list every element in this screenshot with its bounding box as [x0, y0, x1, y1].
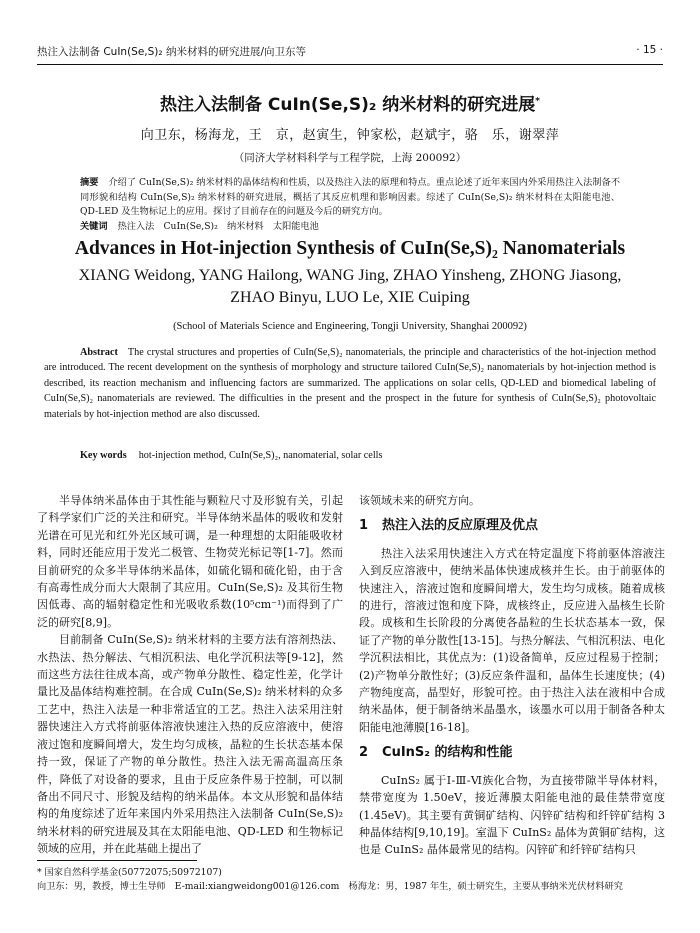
section-2-title: CuInS₂ 的结构和性能: [382, 745, 513, 761]
section-1-title: 热注入法的反应原理及优点: [382, 518, 539, 534]
footnote-rule: [37, 860, 197, 861]
title-en: Advances in Hot-injection Synthesis of CuIn(Se,S)₂ Nanomaterials: [74, 238, 626, 259]
body-paragraph: 热注入法采用快速注入方式在特定温度下将前驱体溶液注入到反应溶液中，使纳米晶体快速成核并生长。由于前驱体的快速注入，溶液过饱和度瞬间增大，发生均匀成核。随着成核的进行，溶液过饱和度下降，成核终止，反应进入晶核生长阶段。成核和生长阶段的分离使各晶粒的生长状态基本一致，保证了产物的单分散性[13-15]。与热分解法、气相沉积法、电化学沉积法相比，其优点为：(1)设备简单，反应过程易于控制；(2)产物单分散性好；(3)反应条件温和，晶体生长速度快；(4)产物纯度高，晶型好，形貌可控。由于热注入法在液相中合成纳米晶体，便于制备纳米晶墨水，该墨水可以用于制备各种太阳能电池薄膜[16-18]。: [359, 546, 665, 734]
authors-en: XIANG Weidong, YANG Hailong, WANG Jing, ZHAO Yinsheng, ZHONG Jiasong, ZHAO Binyu, LUO Le, XIE Cuiping: [78, 267, 622, 306]
page-number: · 15 ·: [636, 44, 663, 56]
body-paragraph: 半导体纳米晶体由于其性能与颗粒尺寸及形貌有关，引起了科学家们广泛的关注和研究。半导体纳米晶体的吸收和发射光谱在可见光和红外光区域可调，是一种理想的太阳能吸收材料，同时还能应用于发光二极管、生物荧光标记等[1-7]。然而目前研究的众多半导体纳米晶体，如硫化镉和硫化铅，由于含有高毒性成分而大大限制了其应用。CuIn(Se,S)₂ 及其衍生物因低毒、高的辐射稳定性和光吸收系数(10⁵cm⁻¹)而得到了广泛的研究[8,9]。: [37, 494, 343, 629]
body-column-right: [359, 492, 665, 859]
abstract-zh-text: 介绍了 CuIn(Se,S)₂ 纳米材料的晶体结构和性质，以及热注入法的原理和特点。重点论述了近年来国内外采用热注入法制备不同形貌和结构 CuIn(Se,S)₂ 纳米材料的研究进展，概括了其反应机理和影响因素。综述了 CuIn(Se,S)₂ 纳米材料在太阳能电池、QD-LED 及生物标记上的应用。探讨了目前存在的问题及今后的研究方向。: [80, 177, 621, 217]
section-2-heading: [359, 744, 665, 761]
keywords-en-label: Key words: [80, 450, 127, 461]
body-paragraph: CuInS₂ 属于Ⅰ-Ⅲ-Ⅵ族化合物，为直接带隙半导体材料，禁带宽度为 1.50eV，接近薄膜太阳能电池的最佳禁带宽度(1.45eV)。其主要有黄铜矿结构、闪锌矿结构和纤锌矿结构 3 种晶体结构[9,10,19]。室温下 CuInS₂ 晶体为黄铜矿结构，这也是 CuInS₂ 晶体最常见的结构。闪锌矿和纤锌矿结构只: [359, 773, 665, 857]
footnote-author: 向卫东：男，教授，博士生导师 E-mail:xiangweidong001@126.com 杨海龙：男，1987 年生，硕士研究生，主要从事纳米光伏材料研究: [37, 881, 623, 892]
keywords-zh: [80, 220, 620, 235]
abstract-zh-label: 摘要: [80, 177, 99, 188]
body-paragraph: 该领域未来的研究方向。: [359, 494, 480, 507]
title-zh-text: 热注入法制备 CuIn(Se,S)₂ 纳米材料的研究进展: [159, 95, 536, 115]
keywords-zh-label: 关键词: [80, 221, 108, 232]
section-1-heading: [359, 517, 665, 534]
abstract-en: [44, 345, 656, 422]
section-2-number: 2: [359, 745, 369, 761]
body-paragraph: 目前制备 CuIn(Se,S)₂ 纳米材料的主要方法有溶剂热法、水热法、热分解法、气相沉积法、电化学沉积法等[9-12]，然而这些方法往往成本高，或产物单分散性、稳定性差，化学计量比及晶体结构难控制。在合成 CuIn(Se,S)₂ 纳米材料的众多工艺中，热注入法是一种非常适宜的工艺。热注入法采用注射器快速注入方式将前驱体溶液快速注入热的反应溶液中，使溶液过饱和度瞬间增大，发生均匀成核，晶粒的生长状态基本保持一致，保证了产物的单分散性。热注入法无需高温高压条件，降低了对设备的要求，且由于反应条件易于控制，可以制备出不同尺寸、形貌及结构的纳米晶体。本文从形貌和晶体结构的角度综述了近年来国内外采用热注入法制备 CuIn(Se,S)₂ 纳米材料的研究进展及其在太阳能电池、QD-LED 和生物标记领域的应用，并在此基础上提出了: [37, 633, 343, 856]
affiliation-en: (School of Materials Science and Engineering, Tongji University, Shanghai 200092): [173, 321, 527, 332]
footnotes: [37, 866, 663, 894]
authors-zh: 向卫东，杨海龙，王 京，赵寅生，钟家松，赵斌宇，骆 乐，谢翠萍: [140, 128, 560, 143]
keywords-zh-text: 热注入法 CuIn(Se,S)₂ 纳米材料 太阳能电池: [117, 221, 319, 232]
title-zh: [0, 90, 700, 115]
title-footnote-mark: *: [535, 96, 541, 107]
keywords-en-text: hot-injection method, CuIn(Se,S)₂, nanomaterial, solar cells: [138, 450, 383, 461]
abstract-en-label: Abstract: [80, 347, 118, 358]
running-header-title: 热注入法制备 CuIn(Se,S)₂ 纳米材料的研究进展/向卫东等: [37, 46, 306, 58]
keywords-en: [80, 450, 656, 461]
affiliation-zh: （同济大学材料科学与工程学院，上海 200092）: [233, 152, 467, 164]
header-rule: [37, 64, 663, 65]
footnote-funding: * 国家自然科学基金(50772075;50972107): [37, 867, 222, 878]
abstract-en-text: The crystal structures and properties of CuIn(Se,S)₂ nanomaterials, the principle and characteristics of the hot-injection method are introduced. The recent development on the synthesis of morphology and structure tailored CuIn(Se,S)₂ nanomaterials by hot-injection method is described, its reaction mechanism and influencing factors are summarized. The applications on solar cells, QD-LED and biomedical labeling of CuIn(Se,S)₂ nanomaterials are reviewed. The difficulties in the present and the prospect in the future for synthesis of CuIn(Se,S)₂ photovoltaic materials by hot-injection method are also discussed.: [44, 347, 656, 420]
body-column-left: [37, 492, 343, 858]
abstract-zh: [80, 176, 620, 220]
section-1-number: 1: [359, 518, 369, 534]
running-header: [37, 44, 663, 59]
